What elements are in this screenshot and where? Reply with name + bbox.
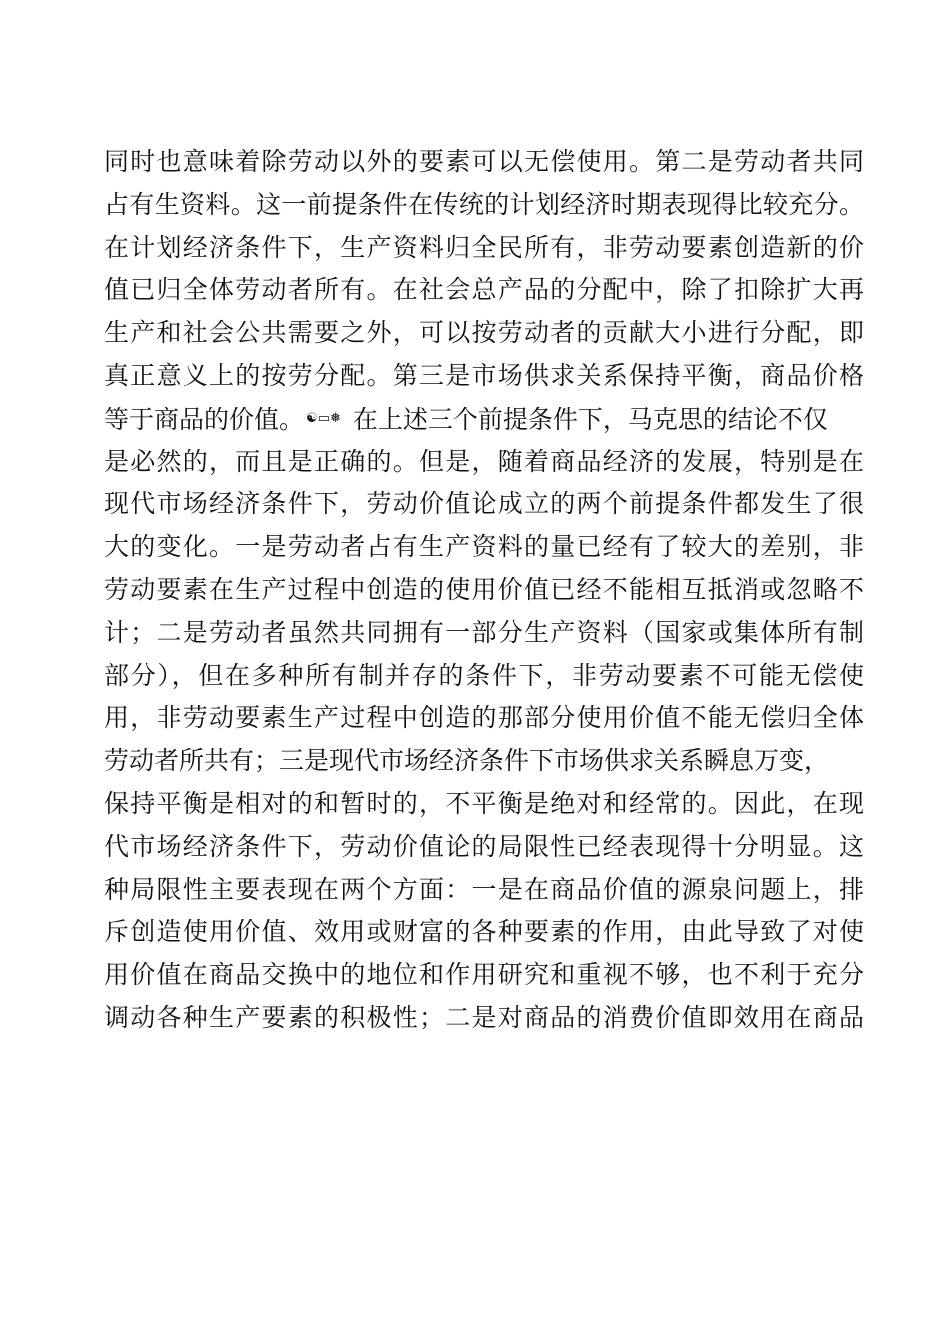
text-line xyxy=(104,697,864,740)
text-line xyxy=(104,269,864,312)
text-line xyxy=(104,398,864,441)
line-text: 斥创造使用价值、效用或财富的各种要素的作用，由此导致了对使 xyxy=(104,917,864,947)
line-text: 部分），但在多种所有制并存的条件下，非劳动要素不可能无偿使 xyxy=(104,660,864,690)
text-line xyxy=(104,954,864,997)
line-text: 等于商品的价值。 xyxy=(104,404,305,434)
text-line xyxy=(104,312,864,355)
line-text: 劳动要素在生产过程中创造的使用价值已经不能相互抵消或忽略不 xyxy=(104,574,864,604)
text-line xyxy=(104,655,864,698)
line-text: 同时也意味着除劳动以外的要素可以无偿使用。第二是劳动者共同 xyxy=(104,147,864,176)
line-text: 占有生资料。这一前提条件在传统的计划经济时期表现得比较充分。 xyxy=(104,189,864,219)
line-text: 保持平衡是相对的和暂时的，不平衡是绝对和经常的。因此，在现 xyxy=(104,788,864,818)
line-text: 值已归全体劳动者所有。在社会总产品的分配中，除了扣除扩大再 xyxy=(104,275,864,305)
text-line xyxy=(104,526,864,569)
text-line xyxy=(104,612,864,655)
line-text: 计；二是劳动者虽然共同拥有一部分生产资料（国家或集体所有制 xyxy=(104,617,864,647)
line-text: 真正意义上的按劳分配。第三是市场供求关系保持平衡，商品价格 xyxy=(104,360,864,390)
text-line xyxy=(104,184,864,227)
text-line xyxy=(104,783,864,826)
line-text: 调动各种生产要素的积极性；二是对商品的消费价值即效用在商品 xyxy=(104,1002,864,1032)
text-line xyxy=(104,997,864,1040)
text-line xyxy=(104,355,864,398)
line-text: 是必然的，而且是正确的。但是，随着商品经济的发展，特别是在 xyxy=(104,446,864,476)
line-text: 用，非劳动要素生产过程中创造的那部分使用价值不能无偿归全体 xyxy=(104,703,864,733)
text-line xyxy=(104,141,864,184)
text-line xyxy=(104,569,864,612)
text-line xyxy=(104,740,864,783)
footnote-symbol-icon: ☯▭❅ xyxy=(306,410,341,426)
line-text: 大的变化。一是劳动者占有生产资料的量已经有了较大的差别，非 xyxy=(104,532,864,562)
text-line xyxy=(104,227,864,270)
line-text: 种局限性主要表现在两个方面：一是在商品价值的源泉问题上，排 xyxy=(104,874,864,904)
line-text: 在上述三个前提条件下，马克思的结论不仅 xyxy=(352,404,828,434)
line-text: 在计划经济条件下，生产资料归全民所有，非劳动要素创造新的价 xyxy=(104,232,864,262)
text-line xyxy=(104,869,864,912)
text-line xyxy=(104,826,864,869)
line-text: 劳动者所共有；三是现代市场经济条件下市场供求关系瞬息万变， xyxy=(104,746,830,776)
line-text: 代市场经济条件下，劳动价值论的局限性已经表现得十分明显。这 xyxy=(104,831,864,861)
line-text: 现代市场经济条件下，劳动价值论成立的两个前提条件都发生了很 xyxy=(104,489,864,519)
line-text: 生产和社会公共需要之外，可以按劳动者的贡献大小进行分配，即 xyxy=(104,318,864,348)
body-text xyxy=(104,141,864,1040)
line-text: 用价值在商品交换中的地位和作用研究和重视不够，也不利于充分 xyxy=(104,960,864,990)
text-line xyxy=(104,441,864,484)
text-line xyxy=(104,483,864,526)
text-line xyxy=(104,911,864,954)
